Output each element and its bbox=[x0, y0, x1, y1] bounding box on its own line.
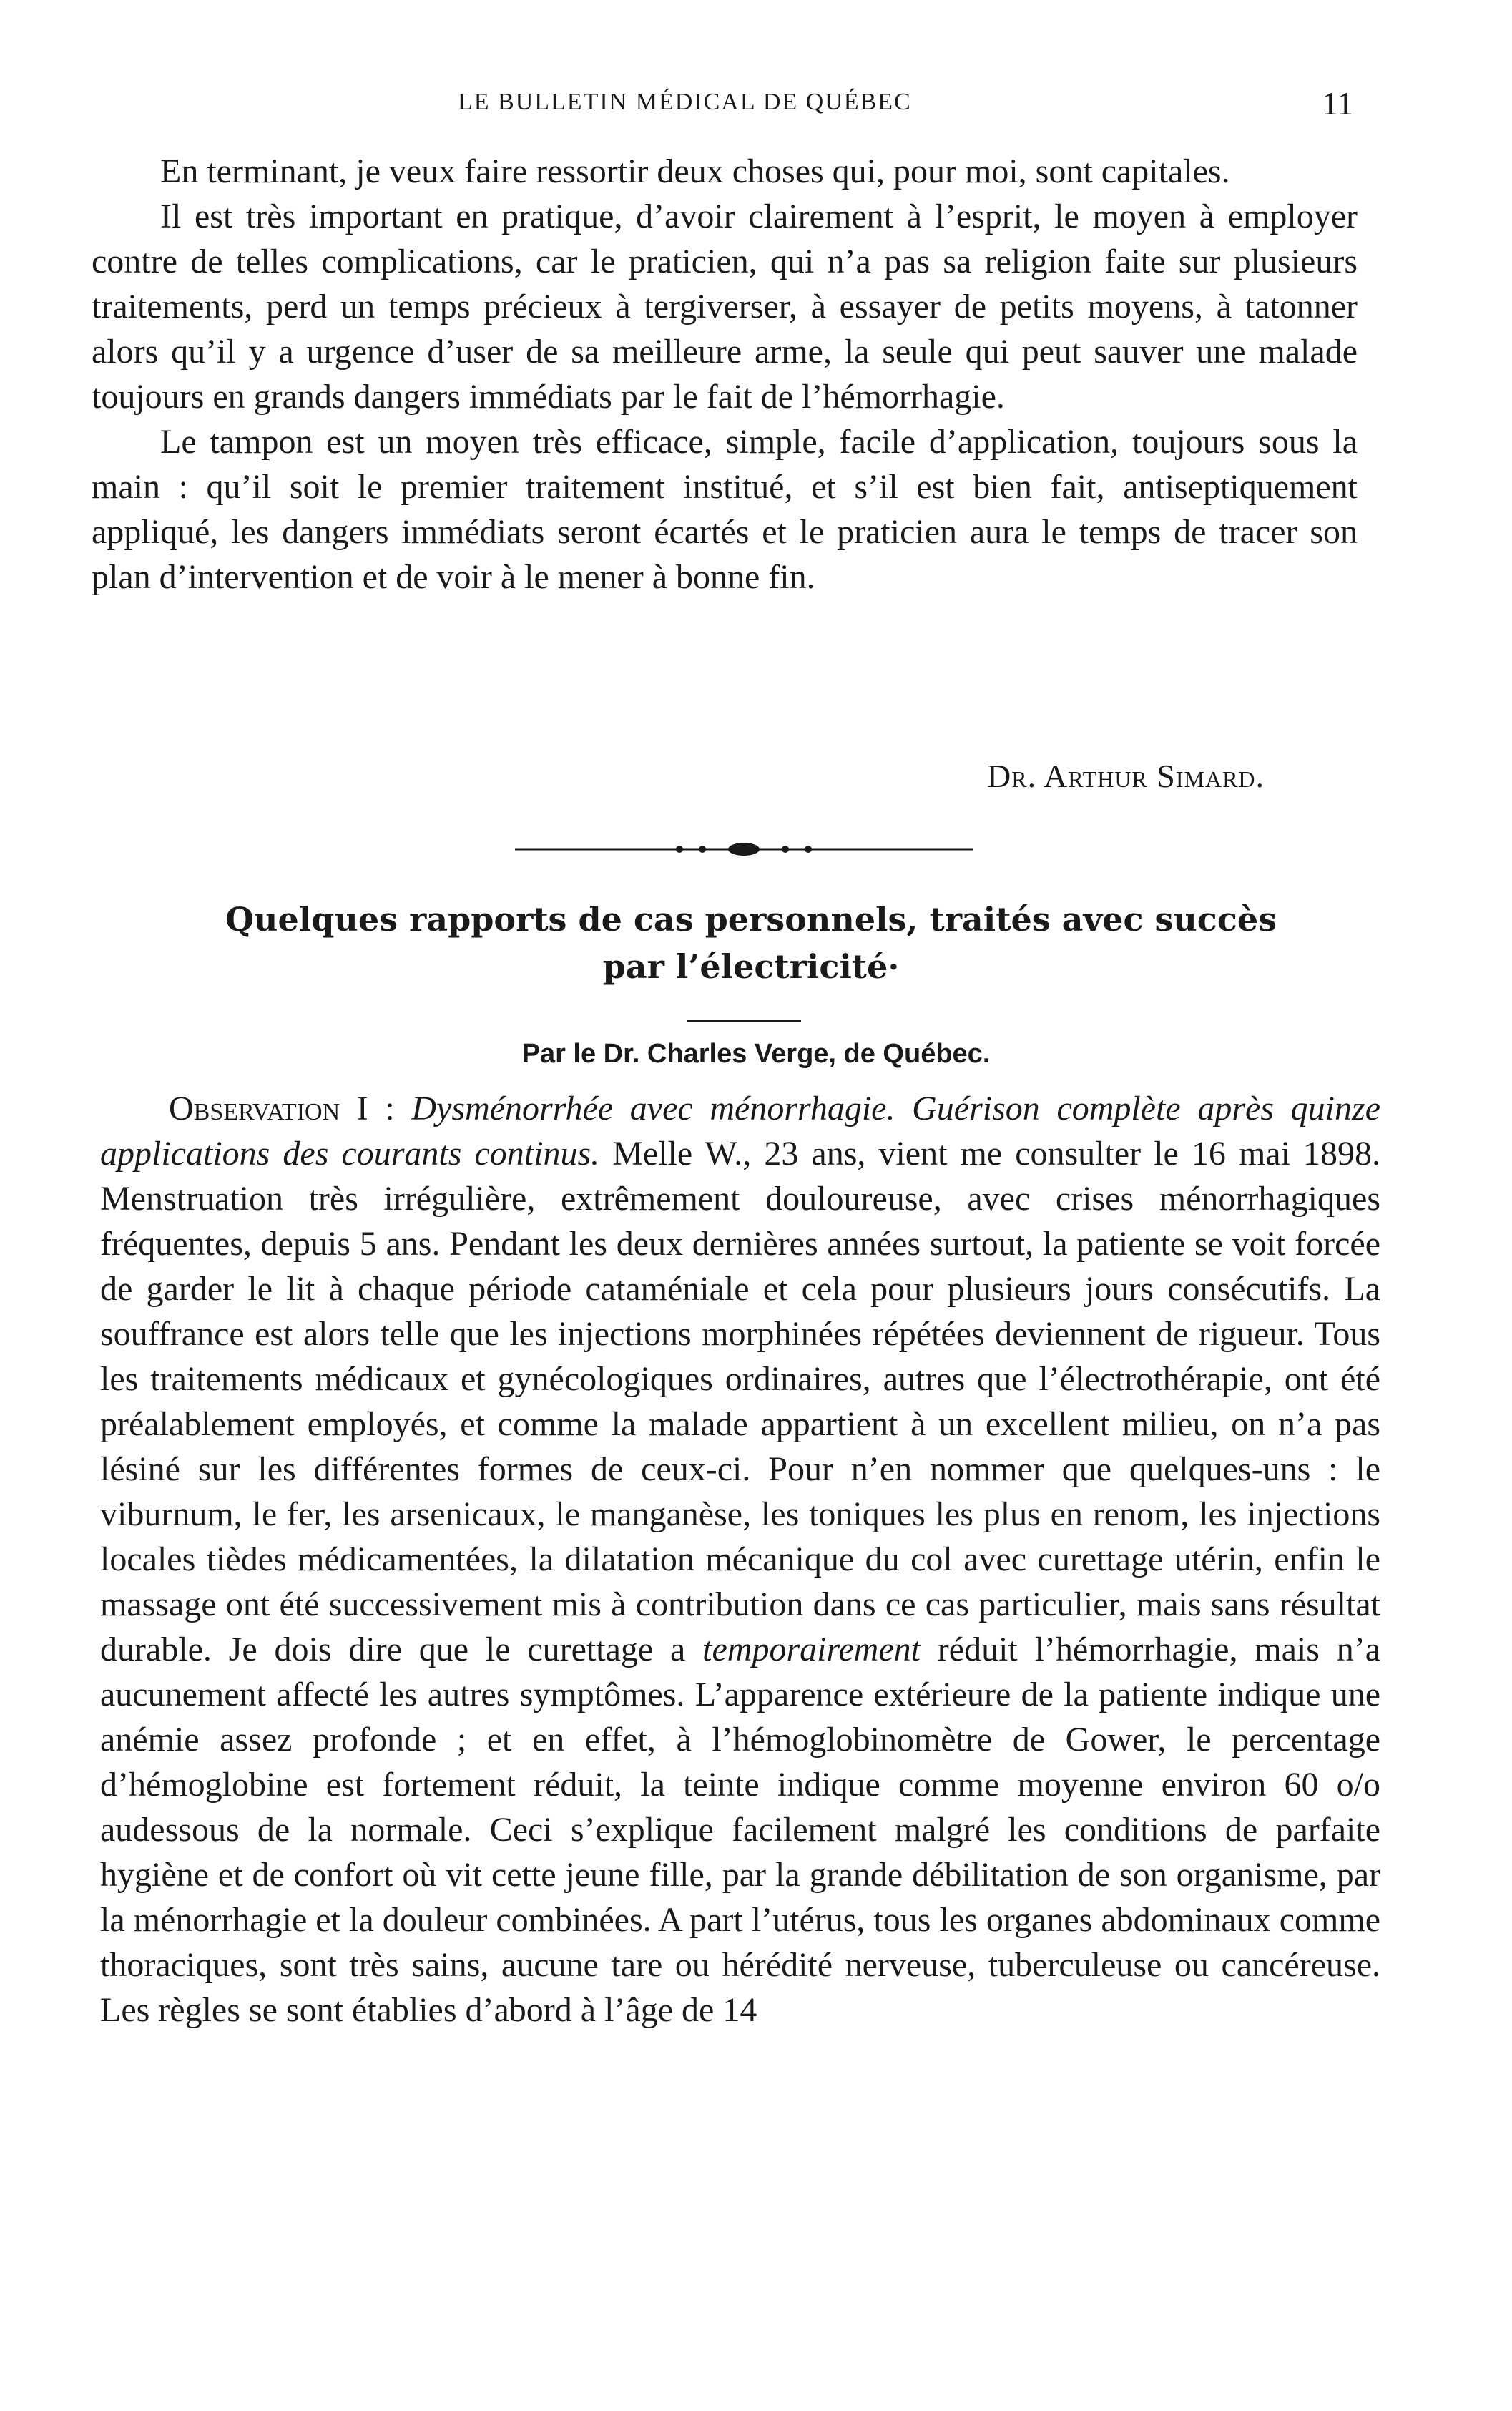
running-head bbox=[0, 84, 1512, 127]
observation-title: Dysménorrhée avec ménorrhagie. Guérison complète après quinze applications des courants continus. bbox=[100, 1090, 1380, 1173]
paragraph-3: Le tampon est un moyen très efficace, simple, facile d’application, toujours sous la main : qu’il soit le premier traitement institué, et s’il est bien fait, antiseptiquement appliqué, les dangers immédiats seront écartés et le praticien aura le temps de tracer son plan d’intervention et de voir à le mener à bonne fin. bbox=[92, 423, 1358, 596]
article-title-line-1: Quelques rapports de cas personnels, traités avec succès bbox=[225, 900, 1277, 939]
article-title-line-2: par l’électricité· bbox=[602, 947, 900, 986]
observation-section bbox=[100, 1086, 1380, 2033]
paragraph-1: En terminant, je veux faire ressortir deux choses qui, pour moi, sont capitales. bbox=[160, 152, 1230, 190]
author-signature: Dr. Arthur Simard. bbox=[987, 758, 1265, 794]
ornament-divider bbox=[515, 838, 973, 860]
observation-body-part-2: réduit l’hémorrhagie, mais n’a aucunement affecté les autres symptômes. L’apparence extérieure de la patiente indique une anémie assez profonde ; et en effet, à l’hémoglobinomètre de Gower, le percentage d’hémoglobine est fortement réduit, la teinte indique comme moyenne environ 60 o/o audessous de la normale. Ceci s’explique facilement malgré les conditions de parfaite hygiène et de confort où vit cette jeune fille, par la grande débilitation de son organisme, par la ménorrhagie et la douleur combinées. A part l’utérus, tous les organes abdominaux comme thoraciques, sont très sains, aucune tare ou hérédité nerveuse, tuberculeuse ou cancéreuse. Les règles se sont établies d’abord à l’âge de 14 bbox=[100, 1630, 1381, 2029]
observation-emphasis: temporairement bbox=[702, 1630, 921, 1668]
article-byline: Par le Dr. Charles Verge, de Québec. bbox=[521, 1039, 991, 1069]
observation-paragraph bbox=[100, 1086, 1380, 2033]
observation-body-part-1: Melle W., 23 ans, vient me consulter le 16 mai 1898. Menstruation très irrégulière, extrêmement douloureuse, avec crises ménorrhagiques fréquentes, depuis 5 ans. Pendant les deux dernières années surtout, la patiente se voit forcée de garder le lit à chaque période cataméniale et cela pour plusieurs jours consécutifs. La souffrance est alors telle que les injections morphinées répétées deviennent de rigueur. Tous les traitements médicaux et gynécologiques ordinaires, autres que l’électrothérapie, ont été préalablement employés, et comme la malade appartient à un excellent milieu, on n’a pas lésiné sur les différentes formes de ceux-ci. Pour n’en nommer que quelques-uns : le viburnum, le fer, les arsenicaux, le manganèse, les toniques les plus en renom, les injections locales tièdes médicamentées, la dilatation mécanique du col avec curettage utérin, enfin le massage ont été successivement mis à contribution dans ce cas particulier, mais sans résultat durable. Je dois dire que le curettage a bbox=[100, 1135, 1380, 1668]
running-title: LE BULLETIN MÉDICAL DE QUÉBEC bbox=[458, 89, 912, 115]
observation-label: Observation I : bbox=[169, 1090, 395, 1128]
closing-section bbox=[92, 149, 1358, 600]
article-title bbox=[107, 896, 1395, 990]
page-number: 11 bbox=[1322, 85, 1354, 122]
paragraph-2: Il est très important en pratique, d’avoir clairement à l’esprit, le moyen à employer contre de telles complications, car le praticien, qui n’a pas sa religion faite sur plusieurs traitements, perd un temps précieux à tergiverser, à essayer de petits moyens, à tatonner alors qu’il y a urgence d’user de sa meilleure arme, la seule qui peut sauver une malade toujours en grands dangers immédiats par le fait de l’hémorrhagie. bbox=[92, 197, 1358, 416]
title-rule bbox=[687, 1020, 801, 1022]
